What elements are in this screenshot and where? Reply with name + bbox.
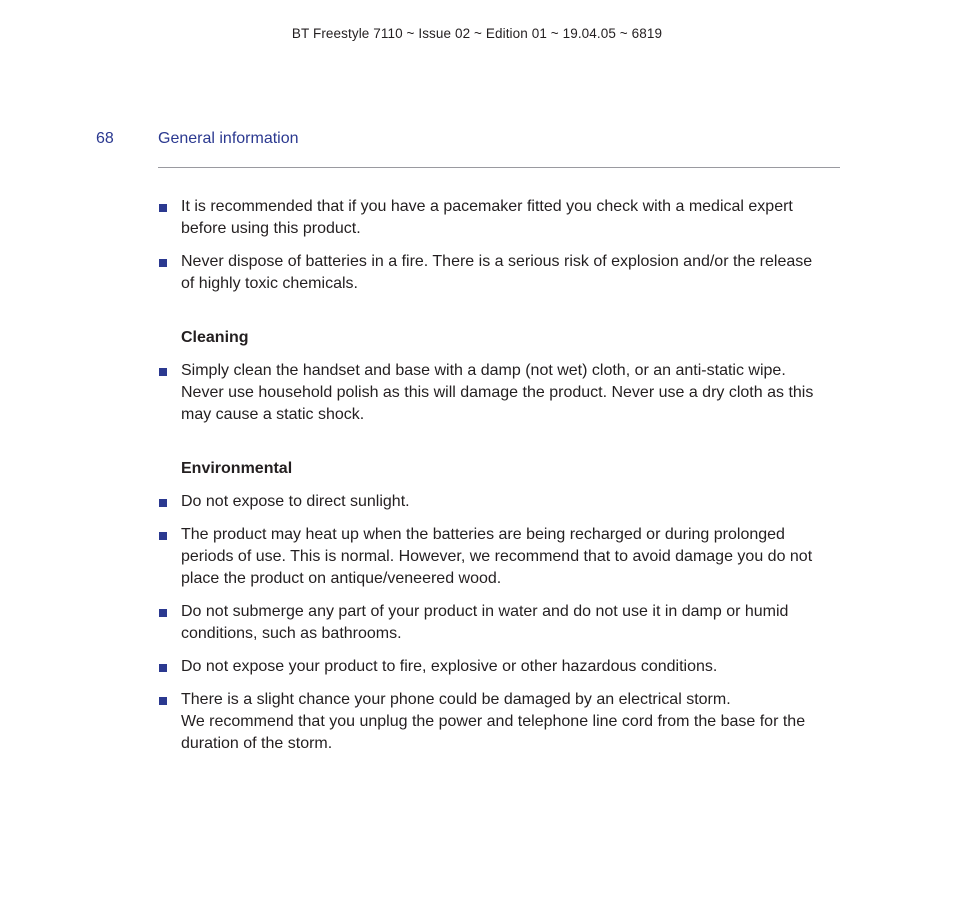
- bullet-text-line: We recommend that you unplug the power and telephone line cord from the base for the: [181, 713, 806, 730]
- bullet-text-line: may cause a static shock.: [181, 406, 365, 423]
- bullet-text-line: Simply clean the handset and base with a damp (not wet) cloth, or an anti-static wipe.: [181, 362, 786, 379]
- square-bullet-icon: [159, 499, 167, 507]
- square-bullet-icon: [159, 259, 167, 267]
- square-bullet-icon: [159, 204, 167, 212]
- list-item: [158, 196, 844, 240]
- list-item: [158, 656, 844, 678]
- environmental-heading: Environmental: [181, 460, 293, 477]
- square-bullet-icon: [159, 664, 167, 672]
- bullet-text-line: Never use household polish as this will damage the product. Never use a dry cloth as this: [181, 384, 814, 401]
- bullet-text-line: Do not expose your product to fire, explosive or other hazardous conditions.: [181, 658, 718, 675]
- bullet-text-line: conditions, such as bathrooms.: [181, 625, 402, 642]
- cleaning-list: [158, 360, 844, 426]
- bullet-text-line: The product may heat up when the batteries are being recharged or during prolonged: [181, 526, 785, 543]
- bullet-text-line: before using this product.: [181, 220, 361, 237]
- bullet-text-line: place the product on antique/veneered wood.: [181, 570, 502, 587]
- list-item: [158, 601, 844, 645]
- square-bullet-icon: [159, 368, 167, 376]
- bullet-text-line: Do not submerge any part of your product in water and do not use it in damp or humid: [181, 603, 789, 620]
- bullet-text-line: There is a slight chance your phone could be damaged by an electrical storm.: [181, 691, 731, 708]
- list-item: [158, 360, 844, 426]
- list-item: [158, 491, 844, 513]
- bullet-text-line: Do not expose to direct sunlight.: [181, 493, 410, 510]
- square-bullet-icon: [159, 697, 167, 705]
- bullet-text-line: Never dispose of batteries in a fire. There is a serious risk of explosion and/or the release: [181, 253, 813, 270]
- environmental-list: [158, 491, 844, 755]
- bullet-text-line: duration of the storm.: [181, 735, 333, 752]
- cleaning-heading: Cleaning: [181, 329, 249, 346]
- document-header: BT Freestyle 7110 ~ Issue 02 ~ Edition 01 ~ 19.04.05 ~ 6819: [291, 26, 663, 41]
- square-bullet-icon: [159, 532, 167, 540]
- page-content: [158, 196, 844, 766]
- square-bullet-icon: [159, 609, 167, 617]
- list-item: [158, 251, 844, 295]
- header-divider: [158, 167, 840, 168]
- section-title: General information: [158, 130, 299, 147]
- bullet-text-line: It is recommended that if you have a pacemaker fitted you check with a medical expert: [181, 198, 793, 215]
- page-number: 68: [96, 130, 114, 147]
- bullet-text-line: of highly toxic chemicals.: [181, 275, 358, 292]
- list-item: [158, 689, 844, 755]
- bullet-text-line: periods of use. This is normal. However, we recommend that to avoid damage you do not: [181, 548, 813, 565]
- list-item: [158, 524, 844, 590]
- safety-list: [158, 196, 844, 295]
